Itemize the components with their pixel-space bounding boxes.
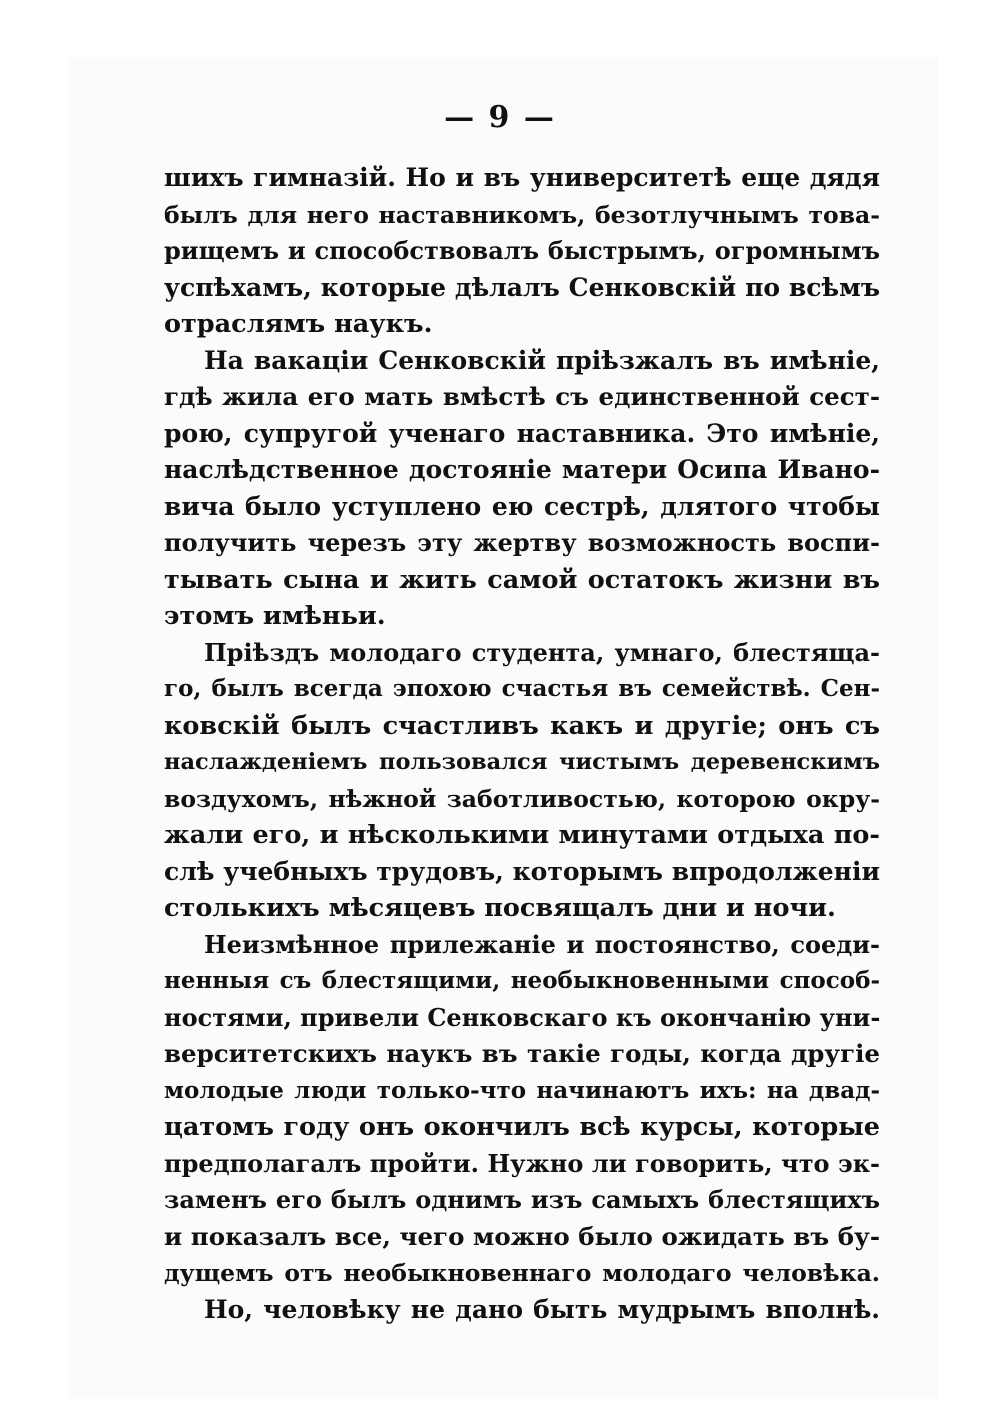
paragraph-5: [164, 1292, 880, 1329]
paragraph-3: [164, 635, 880, 927]
text-line: молодые люди только-что начинаютъ ихъ: на двад-: [164, 1076, 880, 1104]
text-line: Но, человѣку не дано быть мудрымъ вполнѣ.: [204, 1294, 880, 1324]
text-line: шихъ гимназій. Но и въ университетѣ еще дядя: [164, 163, 880, 192]
text-line: На вакаціи Сенковскій пріѣзжалъ въ имѣніе,: [204, 345, 880, 375]
text-line: рищемъ и способствовалъ быстрымъ, огромнымъ: [164, 236, 880, 265]
text-line: Пріѣздъ молодаго студента, умнаго, блестяща-: [204, 637, 880, 667]
text-line: воздухомъ, нѣжной заботливостью, которою окру-: [164, 784, 880, 813]
text-line: и показалъ все, чего можно было ожидать въ бу-: [164, 1221, 880, 1251]
text-line: ностями, привели Сенковскаго къ окончанію уни-: [164, 1002, 880, 1032]
text-line: предполагалъ пройти. Нужно ли говорить, что эк-: [164, 1148, 880, 1178]
text-line: слѣ учебныхъ трудовъ, которымъ впродолженіи: [164, 856, 880, 886]
paragraph-1: [164, 160, 880, 343]
text-body: [164, 160, 880, 1328]
text-line: тывать сына и жить самой остатокъ жизни въ: [164, 564, 880, 595]
paragraph-2: [164, 343, 880, 635]
text-line: наслажденіемъ пользовался чистымъ деревенскимъ: [164, 749, 880, 775]
text-line: ненныя съ блестящими, необыкновенными способ-: [164, 967, 880, 994]
text-line: гдѣ жила его мать вмѣстѣ съ единственной сест-: [164, 382, 880, 411]
text-line: получить черезъ эту жертву возможность воспи-: [164, 528, 880, 557]
text-line: го, былъ всегда эпохою счастья въ семействѣ. Сен-: [164, 675, 880, 702]
text-line: былъ для него наставникомъ, безотлучнымъ това-: [164, 200, 880, 229]
text-line: верситетскихъ наукъ въ такіе годы, когда другіе: [164, 1039, 880, 1068]
text-line: успѣхамъ, которые дѣлалъ Сенковскій по всѣмъ: [164, 272, 880, 302]
page-number: — 9 —: [444, 100, 556, 135]
text-line: наслѣдственное достояніе матери Осипа Ивано-: [164, 455, 880, 484]
text-line: вича было уступлено ею сестрѣ, длятого чтобы: [164, 491, 880, 521]
text-line: дущемъ отъ необыкновеннаго молодаго человѣка.: [164, 1259, 880, 1287]
text-line: Неизмѣнное прилежаніе и постоянство, соеди-: [204, 929, 880, 959]
text-line: заменъ его былъ однимъ изъ самыхъ блестящихъ: [164, 1185, 880, 1214]
text-line: ковскій былъ счастливъ какъ и другіе; онъ съ: [164, 710, 880, 741]
paragraph-4: [164, 927, 880, 1292]
text-line: жали его, и нѣсколькими минутами отдыха по-: [164, 820, 880, 850]
text-line: отраслямъ наукъ.: [164, 309, 433, 339]
text-line: цатомъ году онъ окончилъ всѣ курсы, которые: [164, 1112, 880, 1142]
text-line: этомъ имѣньи.: [164, 601, 386, 631]
text-line: рою, супругой ученаго наставника. Это имѣніе,: [164, 418, 880, 448]
text-line: столькихъ мѣсяцевъ посвящалъ дни и ночи.: [164, 893, 836, 923]
